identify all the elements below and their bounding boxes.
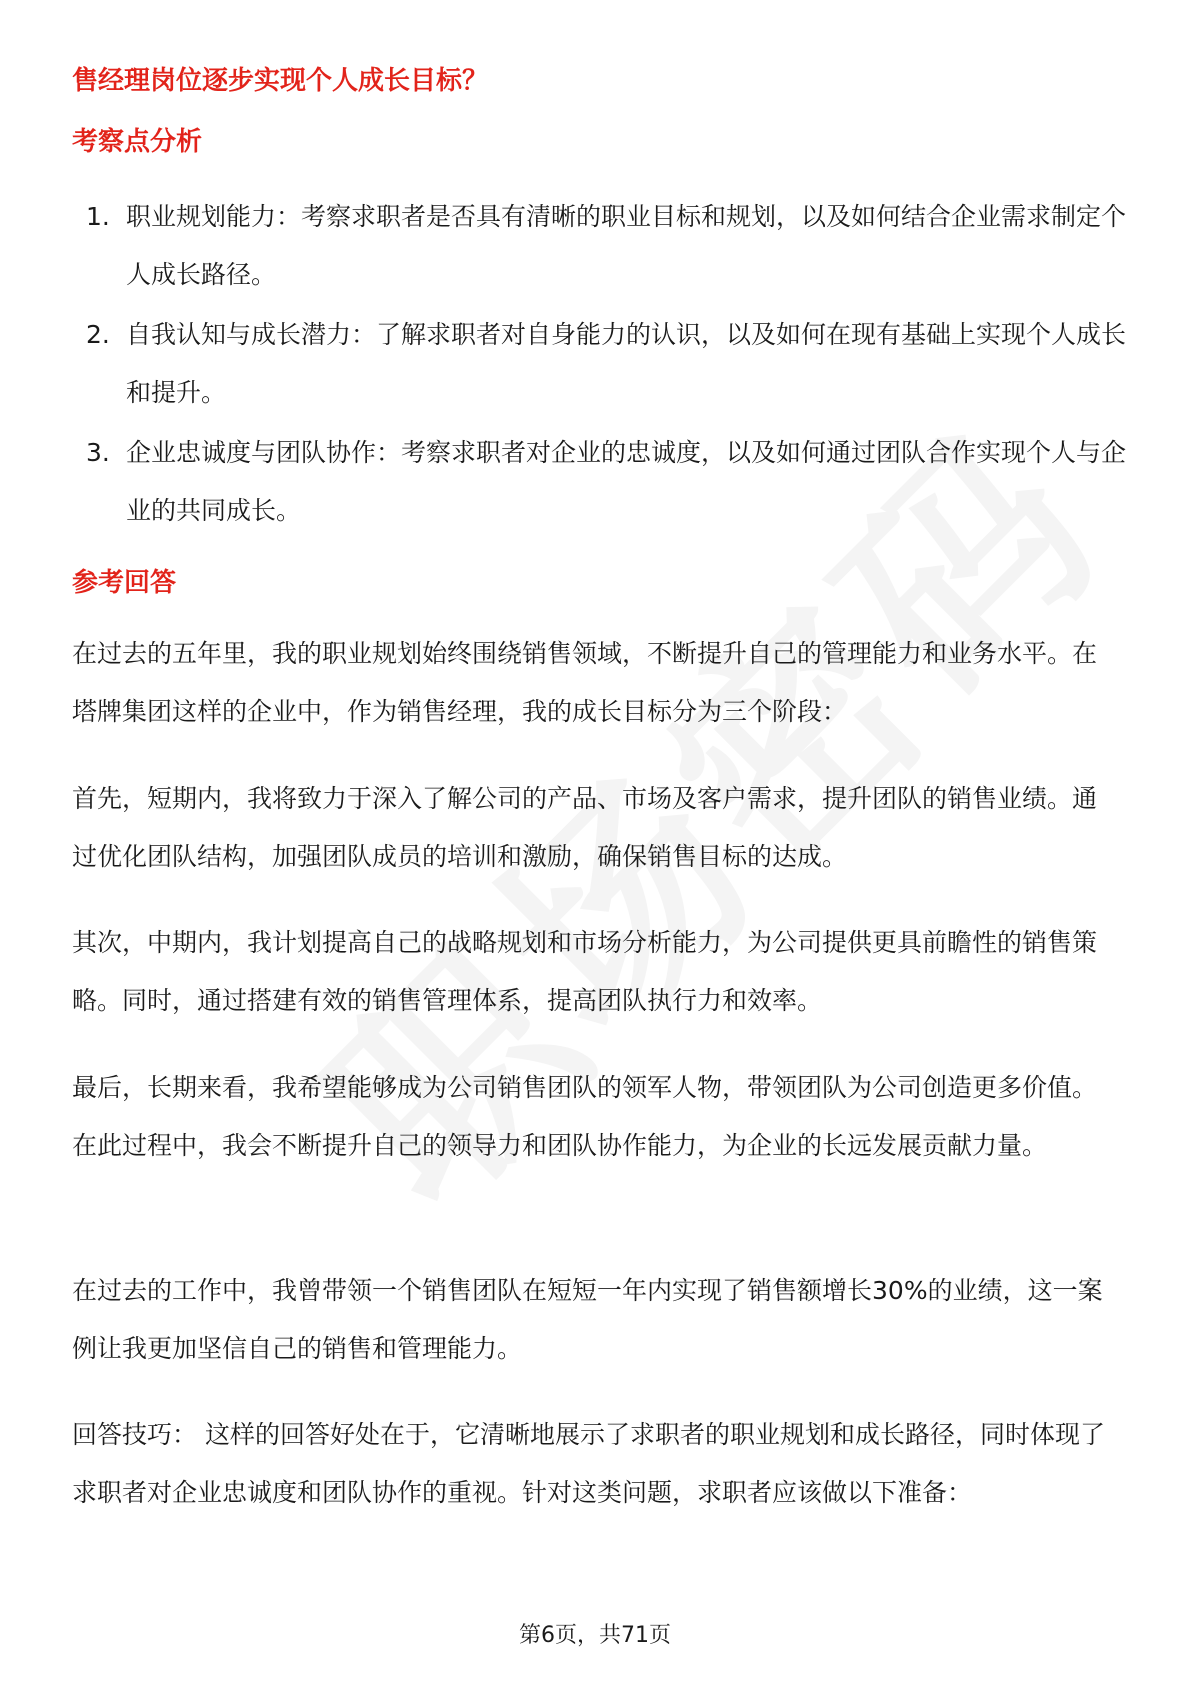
- list-item-text: 企业忠诚度与团队协作：考察求职者对企业的忠诚度，以及如何通过团队合作实现个人与企业的共同成长。: [126, 438, 1127, 525]
- list-item: [86, 306, 1126, 422]
- answer-paragraph: 其次，中期内，我计划提高自己的战略规划和市场分析能力，为公司提供更具前瞻性的销售策略。同时，通过搭建有效的销售管理体系，提高团队执行力和效率。: [72, 928, 1098, 1015]
- list-number: 1.: [86, 202, 110, 231]
- answer-paragraph: 在过去的五年里，我的职业规划始终围绕销售领域，不断提升自己的管理能力和业务水平。在塔牌集团这样的企业中，作为销售经理，我的成长目标分为三个阶段：: [72, 639, 1098, 726]
- answer-paragraph: 最后，长期来看，我希望能够成为公司销售团队的领军人物，带领团队为公司创造更多价值。在此过程中，我会不断提升自己的领导力和团队协作能力，为企业的长远发展贡献力量。: [72, 1073, 1098, 1160]
- list-item: [86, 188, 1126, 304]
- analysis-list: [86, 188, 1126, 542]
- list-item-text: 职业规划能力：考察求职者是否具有清晰的职业目标和规划，以及如何结合企业需求制定个人成长路径。: [126, 202, 1127, 289]
- answer-paragraph: 在过去的工作中，我曾带领一个销售团队在短短一年内实现了销售额增长30%的业绩，这一案例让我更加坚信自己的销售和管理能力。: [72, 1276, 1103, 1363]
- list-item-text: 自我认知与成长潜力：了解求职者对自身能力的认识，以及如何在现有基础上实现个人成长和提升。: [126, 320, 1127, 407]
- list-number: 2.: [86, 320, 110, 349]
- answer-paragraph: 首先，短期内，我将致力于深入了解公司的产品、市场及客户需求，提升团队的销售业绩。通过优化团队结构，加强团队成员的培训和激励，确保销售目标的达成。: [72, 784, 1098, 871]
- tips-paragraph: 回答技巧： 这样的回答好处在于，它清晰地展示了求职者的职业规划和成长路径，同时体现了求职者对企业忠诚度和团队协作的重视。针对这类问题，求职者应该做以下准备：: [72, 1420, 1105, 1507]
- list-item: [86, 424, 1126, 540]
- list-number: 3.: [86, 438, 110, 467]
- page-footer: 第6页，共71页: [519, 1623, 671, 1648]
- question-title: 售经理岗位逐步实现个人成长目标？: [72, 66, 489, 96]
- analysis-heading: 考察点分析: [72, 127, 203, 157]
- answer-heading: 参考回答: [72, 568, 177, 598]
